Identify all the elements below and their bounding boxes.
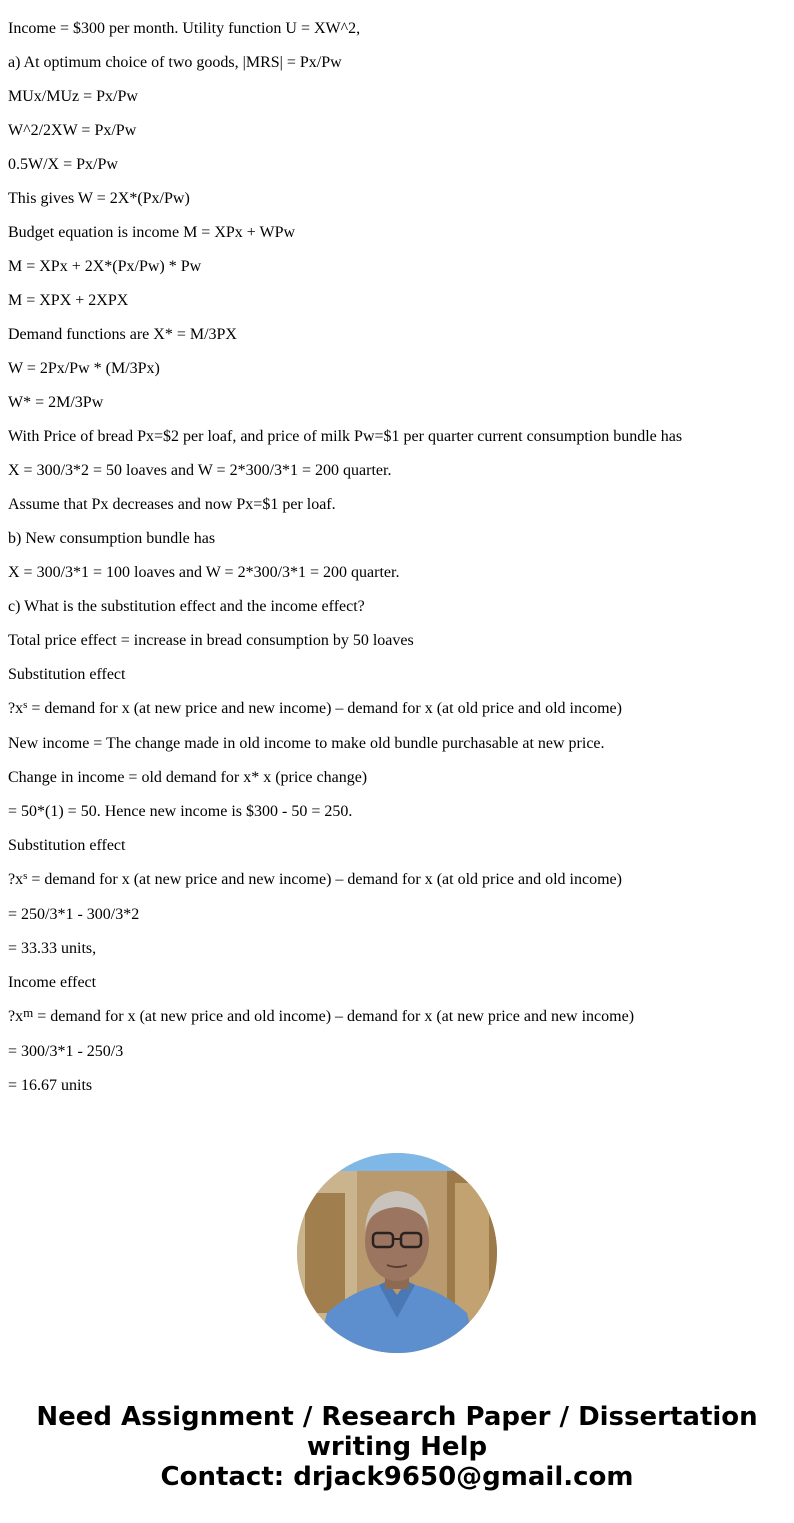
text-line: Change in income = old demand for x* x (price change)	[8, 769, 368, 786]
text-line: Demand functions are X* = M/3PX	[8, 326, 237, 343]
formula-superscript: s	[23, 699, 28, 711]
text-line: Assume that Px decreases and now Px=$1 per loaf.	[8, 496, 336, 513]
formula-superscript: m	[23, 1005, 34, 1020]
text-line: = 33.33 units,	[8, 940, 97, 957]
text-line: Substitution effect	[8, 666, 126, 683]
text-line: W = 2Px/Pw * (M/3Px)	[8, 360, 160, 377]
text-line: c) What is the substitution effect and the income effect?	[8, 598, 365, 615]
text-line: = 250/3*1 - 300/3*2	[8, 906, 140, 923]
formula-prefix: ?x	[8, 700, 24, 717]
text-line: W* = 2M/3Pw	[8, 394, 104, 411]
author-portrait	[297, 1153, 497, 1353]
text-line: Income effect	[8, 974, 97, 991]
text-line: = 16.67 units	[8, 1077, 93, 1094]
substitution-formula	[8, 871, 786, 891]
text-line: Budget equation is income M = XPx + WPw	[8, 224, 296, 241]
formula-body: = demand for x (at new price and old income) – demand for x (at new price and new income)	[33, 1008, 635, 1025]
formula-prefix: ?x	[8, 1008, 24, 1025]
text-line: MUx/MUz = Px/Pw	[8, 88, 138, 105]
text-line: X = 300/3*1 = 100 loaves and W = 2*300/3*1 = 200 quarter.	[8, 564, 400, 581]
substitution-formula	[8, 700, 786, 720]
text-line: X = 300/3*2 = 50 loaves and W = 2*300/3*1 = 200 quarter.	[8, 462, 392, 479]
text-line: M = XPx + 2X*(Px/Pw) * Pw	[8, 258, 202, 275]
text-line: Substitution effect	[8, 837, 126, 854]
contact-email: Contact: drjack9650@gmail.com	[160, 1462, 634, 1492]
text-line: M = XPX + 2XPX	[8, 292, 129, 309]
text-line: New income = The change made in old income to make old bundle purchasable at new price.	[8, 735, 605, 752]
formula-superscript: s	[23, 870, 28, 882]
cta-line: writing Help	[306, 1432, 488, 1462]
text-line: Total price effect = increase in bread consumption by 50 loaves	[8, 632, 414, 649]
text-line: a) At optimum choice of two goods, |MRS| = Px/Pw	[8, 54, 342, 71]
document-body	[8, 20, 786, 1111]
text-line: b) New consumption bundle has	[8, 530, 216, 547]
cta-line: Need Assignment / Research Paper / Dissertation	[36, 1402, 758, 1432]
text-line: W^2/2XW = Px/Pw	[8, 122, 137, 139]
contact-banner	[0, 1402, 794, 1492]
text-line: = 50*(1) = 50. Hence new income is $300 - 50 = 250.	[8, 803, 353, 820]
formula-prefix: ?x	[8, 871, 24, 888]
text-line: Income = $300 per month. Utility function U = XW^2,	[8, 20, 361, 37]
author-avatar	[297, 1153, 497, 1353]
text-line: This gives W = 2X*(Px/Pw)	[8, 190, 190, 207]
text-line: = 300/3*1 - 250/3	[8, 1043, 124, 1060]
text-line: With Price of bread Px=$2 per loaf, and price of milk Pw=$1 per quarter current consumption bundle has	[8, 428, 683, 445]
formula-body: = demand for x (at new price and new income) – demand for x (at old price and old income)	[27, 871, 622, 888]
income-effect-formula	[8, 1005, 786, 1028]
formula-body: = demand for x (at new price and new income) – demand for x (at old price and old income)	[27, 700, 622, 717]
text-line: 0.5W/X = Px/Pw	[8, 156, 118, 173]
